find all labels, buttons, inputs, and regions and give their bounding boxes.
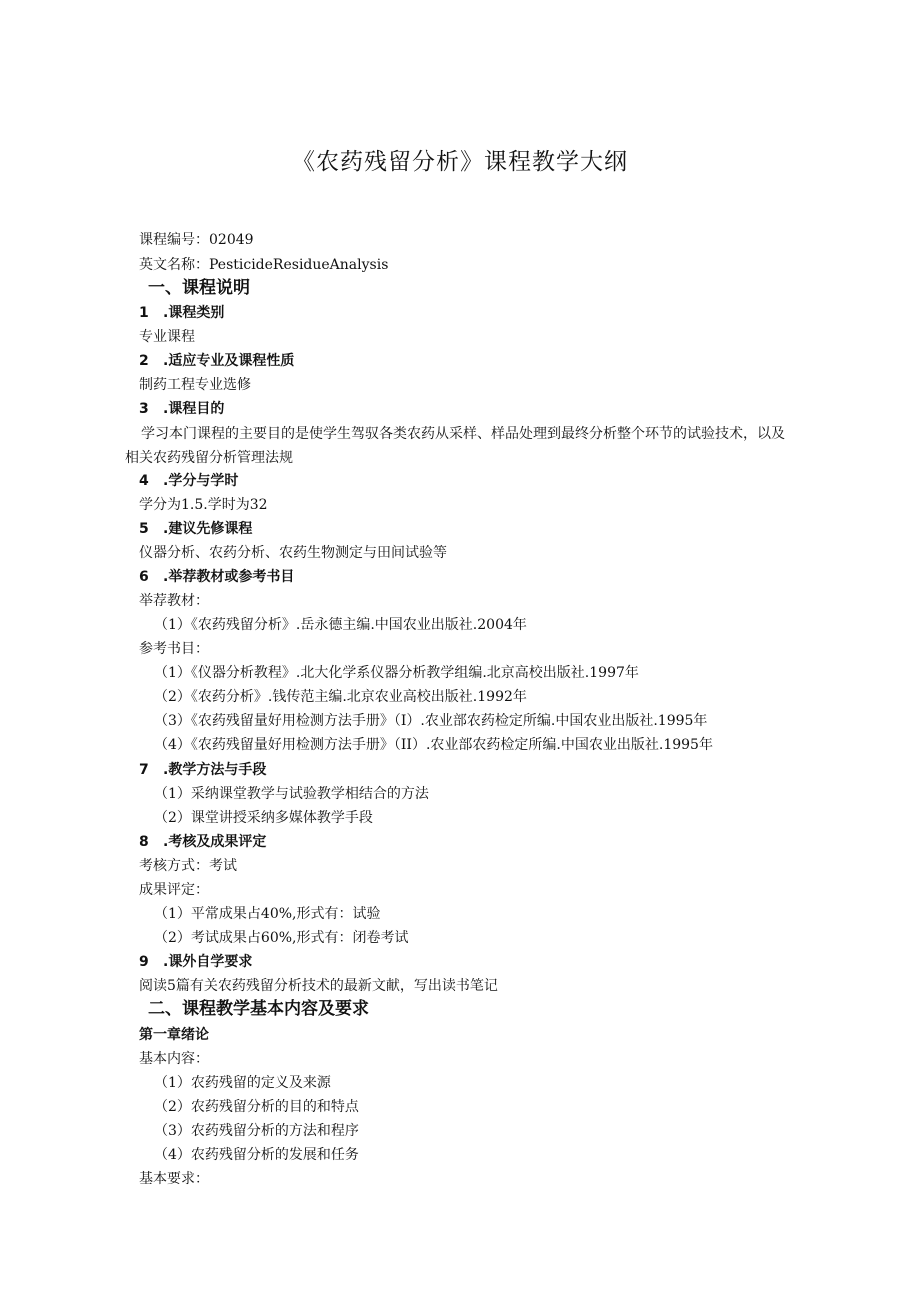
subsection-label: .建议先修课程 [163,521,253,537]
reference-item: （4）《农药残留量好用检测方法手册》（II）.农业部农药检定所编.中国农业出版社.1995年 [154,737,713,753]
subsection-8 [139,832,266,852]
course-code: 课程编号：02049 [139,232,254,248]
self-study-text: 阅读5篇有关农药残留分析技术的最新文献，写出读书笔记 [139,978,498,994]
subsection-4 [139,471,238,491]
subsection-label: .考核及成果评定 [163,834,267,850]
subsection-7 [139,760,266,780]
page-title: 《农药残留分析》课程教学大纲 [292,149,628,175]
subsection-label: .适应专业及课程性质 [163,353,295,369]
subsection-number: 5 [139,521,149,537]
subsection-9 [139,952,252,972]
content-item: （4）农药残留分析的发展和任务 [154,1147,359,1163]
section-heading-2: 二、课程教学基本内容及要求 [148,999,369,1019]
content-item: （1）农药残留的定义及来源 [154,1075,331,1091]
section-heading-1: 一、课程说明 [148,278,250,298]
grade-item: （2）考试成果占60%,形式有：闭卷考试 [154,930,409,946]
subsection-6 [139,567,294,587]
subsection-label: .课程类别 [163,305,225,321]
assessment-method: 考核方式：考试 [139,858,237,874]
subsection-label: .教学方法与手段 [163,762,267,778]
content-item: （2）农药残留分析的目的和特点 [154,1099,359,1115]
subsection-number: 2 [139,353,149,369]
teaching-method-item: （2）课堂讲授采纳多媒体教学手段 [154,810,373,826]
credits-text: 学分为1.5.学时为32 [139,497,268,513]
references-label: 参考书目： [139,641,209,657]
basic-requirements-label: 基本要求： [139,1171,209,1187]
subsection-number: 4 [139,473,149,489]
subsection-3 [139,399,224,419]
grade-evaluation-label: 成果评定： [139,882,209,898]
subsection-1 [139,303,224,323]
chapter-title: 第一章绪论 [139,1027,209,1043]
course-category-text: 专业课程 [139,329,195,345]
reference-item: （3）《农药残留量好用检测方法手册》（I）.农业部农药检定所编.中国农业出版社.1995年 [154,713,708,729]
subsection-number: 8 [139,834,149,850]
subsection-number: 7 [139,762,149,778]
subsection-2 [139,351,294,371]
subsection-number: 6 [139,569,149,585]
subsection-number: 3 [139,401,149,417]
grade-item: （1）平常成果占40%,形式有：试验 [154,906,381,922]
textbook-label: 举荐教材： [139,593,209,609]
course-purpose-text: 学习本门课程的主要目的是使学生驾驭各类农药从采样、样品处理到最终分析整个环节的试验技术，以及相关农药残留分析管理法规 [125,426,785,466]
subsection-label: .举荐教材或参考书目 [163,569,295,585]
subsection-label: .课程目的 [163,401,225,417]
textbook-item: （1）《农药残留分析》.岳永德主编.中国农业出版社.2004年 [154,617,527,633]
teaching-method-item: （1）采纳课堂教学与试验教学相结合的方法 [154,786,429,802]
english-name: 英文名称：PesticideResidueAnalysis [139,257,389,273]
applicable-major-text: 制药工程专业选修 [139,377,251,393]
subsection-label: .学分与学时 [163,473,239,489]
subsection-5 [139,519,252,539]
subsection-number: 1 [139,305,149,321]
reference-item: （2）《农药分析》.钱传范主编.北京农业高校出版社.1992年 [154,689,527,705]
reference-item: （1）《仪器分析教程》.北大化学系仪器分析教学组编.北京高校出版社.1997年 [154,665,639,681]
subsection-label: .课外自学要求 [163,954,253,970]
prerequisites-text: 仪器分析、农药分析、农药生物测定与田间试验等 [139,545,447,561]
subsection-number: 9 [139,954,149,970]
basic-content-label: 基本内容： [139,1051,209,1067]
content-item: （3）农药残留分析的方法和程序 [154,1123,359,1139]
